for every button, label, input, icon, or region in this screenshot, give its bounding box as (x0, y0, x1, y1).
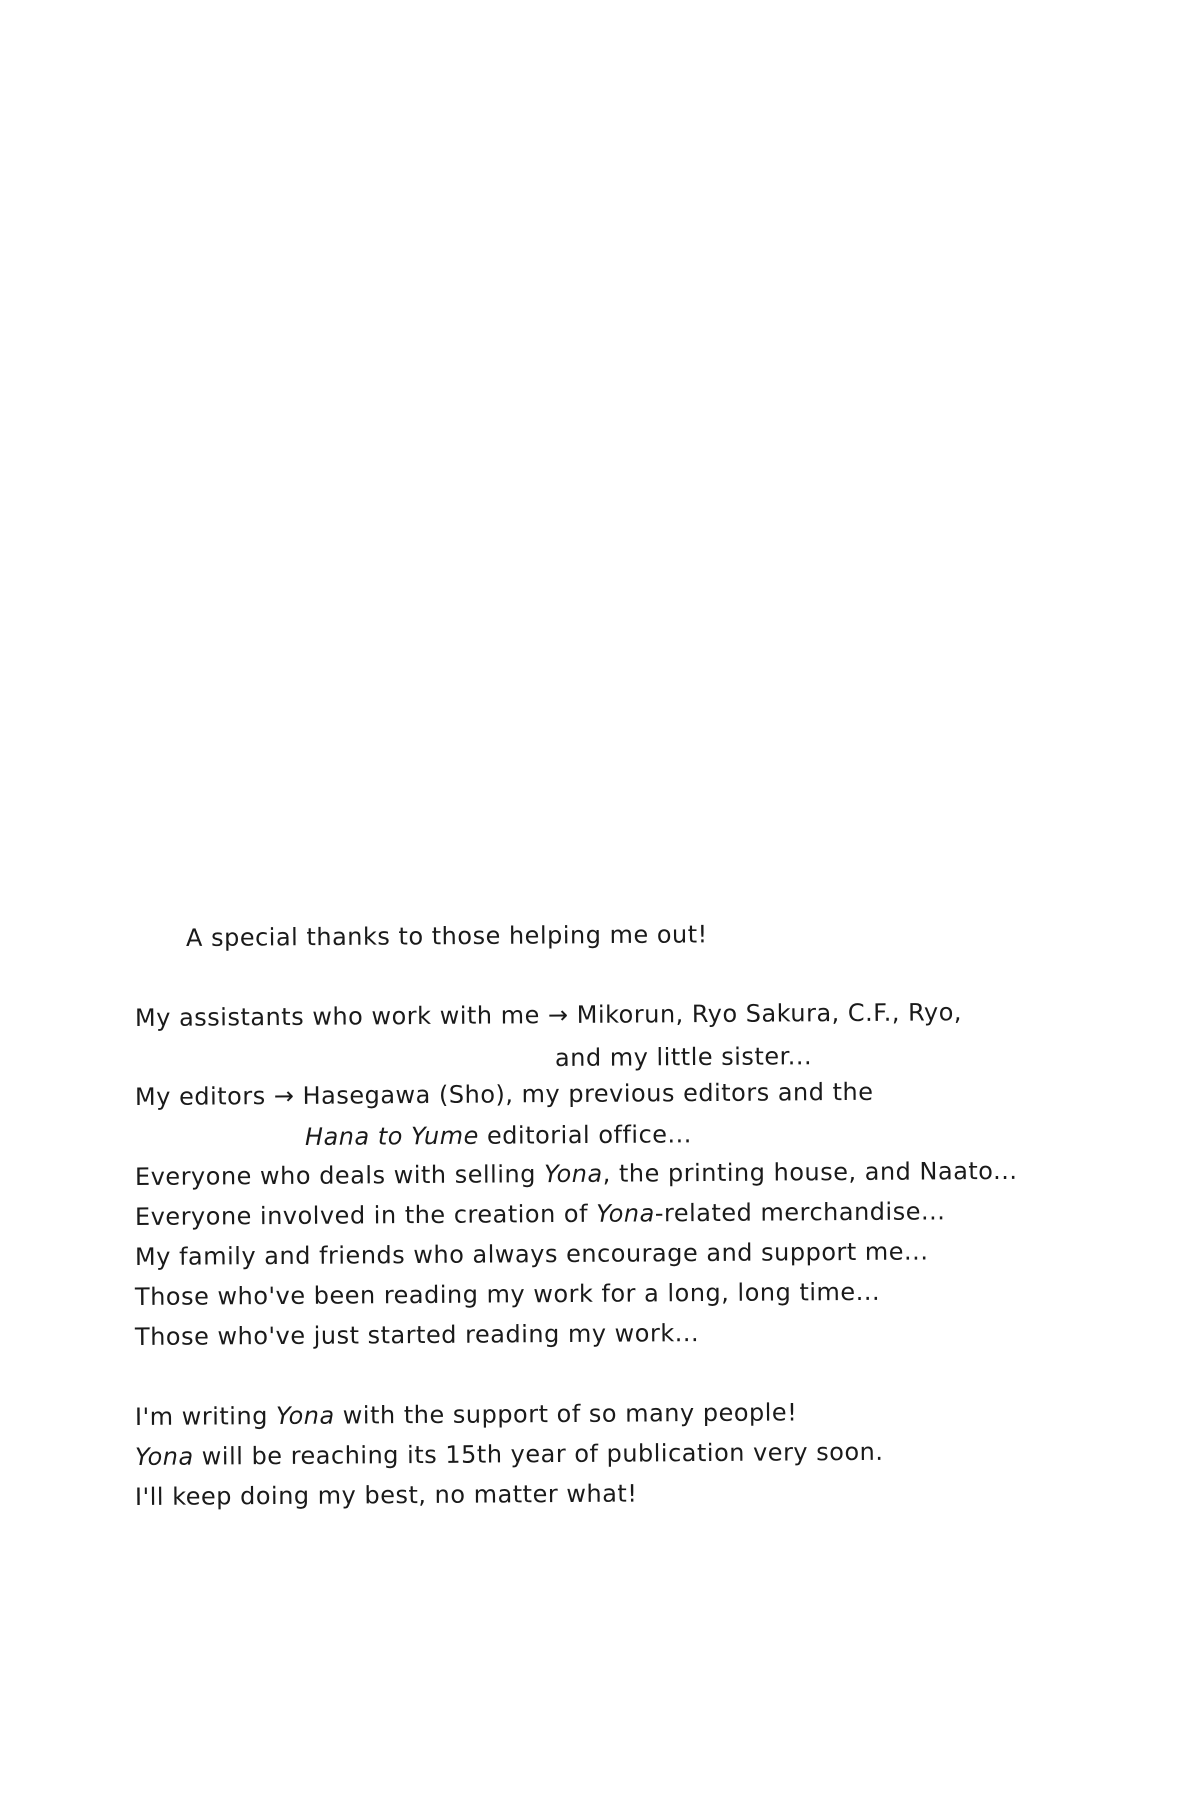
thanks-heading: A special thanks to those helping me out! (185, 920, 708, 952)
credit-line-merchandise (135, 1196, 946, 1232)
text-segment: My editors → Hasegawa (Sho), my previous editors and the (134, 1077, 874, 1111)
closing-line (135, 1478, 638, 1512)
text-segment: -related merchandise... (654, 1197, 946, 1228)
credit-line-family (135, 1236, 929, 1272)
credit-line-sales (135, 1156, 1018, 1192)
text-segment: Everyone who deals with selling (134, 1160, 545, 1191)
text-segment: I'll keep doing my best, no matter what! (134, 1479, 638, 1511)
text-segment: Everyone involved in the creation of (134, 1199, 597, 1231)
credit-line-assistants (135, 997, 962, 1033)
title-text: Hana to Yume (304, 1121, 479, 1151)
text-segment: My family and friends who always encourage and support me... (134, 1237, 929, 1271)
text-segment: and my little sister... (554, 1042, 813, 1072)
credit-line-assistants (555, 1041, 812, 1073)
text-segment: will be reaching its 15th year of publication very soon. (193, 1437, 884, 1471)
text-segment: editorial office... (478, 1120, 692, 1150)
text-segment: I'm writing (134, 1402, 277, 1431)
text-segment: My assistants who work with me → Mikorun, Ryo Sakura, C.F., Ryo, (134, 998, 963, 1032)
credit-line-editors (305, 1119, 692, 1152)
credit-line-long-readers (135, 1277, 880, 1312)
text-segment: , the printing house, and Naato... (602, 1156, 1018, 1188)
credit-line-new-readers (135, 1318, 699, 1352)
title-text: Yona (543, 1159, 603, 1189)
title-text: Yona (134, 1442, 194, 1471)
closing-line (135, 1437, 884, 1472)
credit-line-editors (135, 1077, 874, 1112)
title-text: Yona (275, 1401, 335, 1431)
text-segment: with the support of so many people! (334, 1398, 798, 1430)
text-segment: Those who've just started reading my work... (134, 1319, 700, 1351)
title-text: Yona (596, 1199, 655, 1228)
text-segment: Those who've been reading my work for a long, long time... (134, 1277, 881, 1311)
closing-line (135, 1397, 797, 1432)
